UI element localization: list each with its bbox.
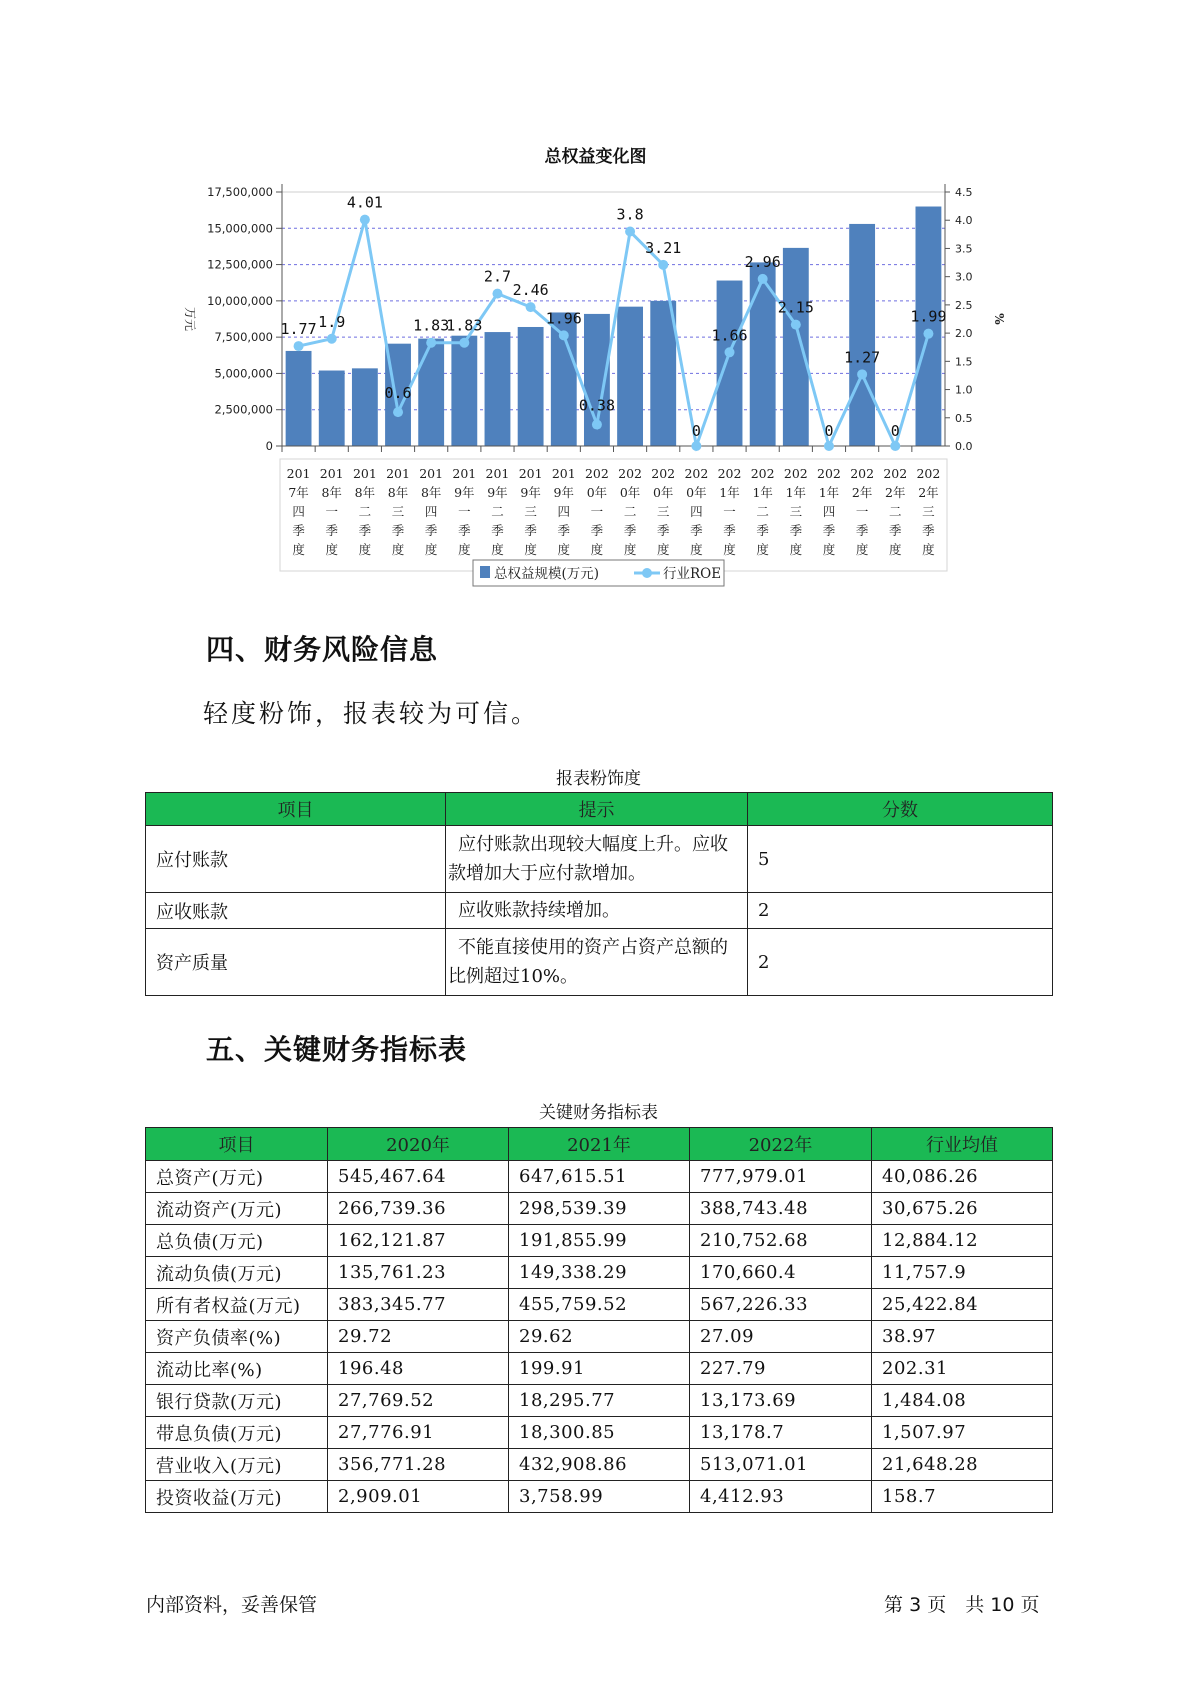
x-tick-label: 季: [756, 523, 769, 538]
risk-item: 资产质量: [146, 929, 446, 996]
roe-data-label: 1.27: [844, 348, 881, 367]
roe-point: [923, 329, 933, 339]
roe-data-label: 0: [890, 422, 900, 440]
roe-data-label: 2.15: [777, 298, 814, 317]
kpi-item: 银行贷款(万元): [146, 1385, 328, 1417]
roe-point: [492, 289, 502, 299]
kpi-item: 流动负债(万元): [146, 1257, 328, 1289]
y2-tick-label: 2.5: [955, 298, 973, 312]
x-tick-label: 季: [391, 523, 405, 538]
x-tick-label: 度: [922, 542, 935, 557]
kpi-value: 170,660.4: [690, 1257, 872, 1289]
x-tick-label: 一: [458, 504, 471, 519]
y2-tick-label: 0.0: [955, 440, 973, 453]
equity-chart: [0, 0, 1191, 600]
roe-point: [824, 441, 834, 451]
kpi-table-caption: 关键财务指标表: [539, 1103, 658, 1123]
kpi-value: 777,979.01: [690, 1161, 872, 1193]
y2-tick-label: 1.0: [955, 383, 973, 397]
risk-item: 应收账款: [146, 893, 446, 929]
x-tick-label: 202: [651, 466, 676, 481]
equity-bar: [485, 332, 511, 446]
equity-bar: [451, 336, 477, 446]
x-tick-label: 度: [491, 542, 504, 557]
header-cell: 提示: [446, 793, 748, 826]
roe-point: [691, 441, 701, 451]
x-tick-label: 202: [817, 466, 841, 481]
header-cell: 项目: [146, 1128, 328, 1161]
roe-point: [294, 341, 304, 351]
x-tick-label: 三: [789, 504, 803, 519]
kpi-item: 总资产(万元): [146, 1161, 328, 1193]
x-tick-label: 2年: [918, 485, 939, 500]
kpi-value: 3,758.99: [509, 1481, 690, 1513]
kpi-item: 流动比率(%): [146, 1353, 328, 1385]
roe-data-label: 1.83: [413, 316, 450, 335]
roe-data-label: 0.6: [384, 384, 412, 403]
equity-bar: [783, 248, 809, 446]
page-num: 3: [909, 1594, 922, 1616]
roe-point: [890, 441, 900, 451]
table-row: [146, 1449, 1053, 1481]
risk-score: 5: [748, 826, 1053, 893]
header-cell: 项目: [146, 793, 446, 826]
x-tick-label: 二: [491, 504, 504, 519]
y2-tick-label: 1.5: [955, 355, 973, 369]
kpi-table-header: [146, 1128, 1053, 1161]
roe-point: [393, 407, 403, 417]
kpi-value: 202.31: [872, 1353, 1053, 1385]
roe-data-label: 2.46: [512, 281, 549, 300]
roe-data-label: 0: [824, 422, 834, 440]
roe-point: [857, 369, 867, 379]
x-tick-label: 202: [717, 466, 742, 481]
header-cell: 2021年: [509, 1128, 690, 1161]
kpi-value: 29.62: [509, 1321, 690, 1353]
x-tick-label: 201: [386, 466, 410, 481]
x-tick-label: 202: [750, 466, 775, 481]
chart-title: 总权益变化图: [544, 147, 647, 167]
page-label-pre: 第: [884, 1594, 904, 1616]
legend-line-label: 行业ROE: [663, 566, 722, 582]
x-tick-label: 度: [325, 542, 338, 557]
x-tick-label: 202: [916, 466, 941, 481]
x-tick-label: 季: [358, 523, 372, 538]
roe-point: [360, 215, 370, 225]
x-tick-label: 季: [590, 523, 604, 538]
roe-point: [725, 347, 735, 357]
kpi-value: 4,412.93: [690, 1481, 872, 1513]
risk-item: 应付账款: [146, 826, 446, 893]
roe-data-label: 4.01: [346, 193, 383, 212]
roe-data-label: 3.21: [645, 238, 682, 257]
x-tick-label: 度: [424, 542, 438, 557]
x-tick-label: 二: [889, 504, 902, 519]
x-tick-label: 7年: [288, 485, 309, 500]
kpi-value: 40,086.26: [872, 1161, 1053, 1193]
equity-bar: [849, 224, 875, 446]
kpi-value: 455,759.52: [509, 1289, 690, 1321]
x-tick-label: 8年: [354, 485, 376, 500]
kpi-table: [145, 1127, 1053, 1513]
kpi-value: 545,467.64: [328, 1161, 509, 1193]
kpi-value: 158.7: [872, 1481, 1053, 1513]
risk-hint: 应付账款出现较大幅度上升。应收款增加大于应付款增加。: [446, 826, 748, 893]
x-tick-label: 202: [883, 466, 908, 481]
y-axis-label: 万元: [183, 306, 197, 332]
x-tick-label: 四: [822, 504, 836, 519]
kpi-value: 18,295.77: [509, 1385, 690, 1417]
x-tick-label: 度: [623, 542, 637, 557]
section4-heading: 四、财务风险信息: [206, 633, 439, 666]
kpi-value: 38.97: [872, 1321, 1053, 1353]
y2-tick-label: 2.0: [955, 327, 973, 341]
kpi-value: 1,484.08: [872, 1385, 1053, 1417]
x-tick-label: 9年: [454, 485, 475, 500]
equity-bar: [319, 371, 345, 446]
x-tick-label: 度: [723, 542, 736, 557]
table-row: [146, 893, 1053, 929]
table-row: [146, 1161, 1053, 1193]
kpi-value: 647,615.51: [509, 1161, 690, 1193]
x-tick-label: 三: [391, 504, 405, 519]
kpi-value: 29.72: [328, 1321, 509, 1353]
x-tick-label: 202: [684, 466, 709, 481]
x-tick-label: 9年: [487, 485, 508, 500]
x-tick-label: 201: [352, 466, 377, 481]
roe-data-label: 0.38: [578, 396, 615, 415]
kpi-value: 432,908.86: [509, 1449, 690, 1481]
x-tick-label: 度: [756, 542, 769, 557]
kpi-value: 21,648.28: [872, 1449, 1053, 1481]
y2-tick-label: 4.5: [955, 186, 973, 199]
x-tick-label: 9年: [553, 485, 575, 500]
table-row: [146, 1193, 1053, 1225]
footer-note: 内部资料，妥善保管: [146, 1594, 318, 1616]
kpi-item: 资产负债率(%): [146, 1321, 328, 1353]
y-tick-label: 7,500,000: [214, 330, 273, 345]
kpi-item: 所有者权益(万元): [146, 1289, 328, 1321]
x-tick-label: 201: [518, 466, 543, 481]
kpi-value: 162,121.87: [328, 1225, 509, 1257]
x-tick-label: 2年: [885, 485, 906, 500]
table-row: [146, 1385, 1053, 1417]
kpi-item: 流动资产(万元): [146, 1193, 328, 1225]
x-tick-label: 度: [656, 542, 670, 557]
table-row: [146, 1481, 1053, 1513]
y-tick-label: 10,000,000: [207, 293, 273, 308]
page-total: 10: [990, 1594, 1015, 1616]
roe-data-label: 2.96: [744, 252, 781, 271]
roe-point: [625, 227, 635, 237]
roe-data-label: 1.83: [446, 316, 483, 335]
legend-bar-label: 总权益规模(万元): [494, 566, 600, 582]
x-tick-label: 201: [485, 466, 510, 481]
x-tick-label: 201: [452, 466, 477, 481]
x-tick-label: 季: [458, 523, 471, 538]
roe-data-label: 1.96: [545, 309, 582, 328]
kpi-value: 513,071.01: [690, 1449, 872, 1481]
kpi-value: 298,539.39: [509, 1193, 690, 1225]
x-tick-label: 202: [618, 466, 643, 481]
kpi-value: 13,178.7: [690, 1417, 872, 1449]
kpi-value: 191,855.99: [509, 1225, 690, 1257]
x-tick-label: 201: [551, 466, 576, 481]
legend-bar-swatch: [480, 566, 490, 578]
x-tick-label: 1年: [785, 485, 807, 500]
y2-tick-label: 0.5: [955, 411, 973, 425]
kpi-value: 13,173.69: [690, 1385, 872, 1417]
x-tick-label: 201: [319, 466, 344, 481]
x-tick-label: 2年: [851, 485, 873, 500]
x-tick-label: 季: [789, 523, 803, 538]
roe-point: [791, 320, 801, 330]
x-tick-label: 季: [690, 523, 703, 538]
kpi-item: 营业收入(万元): [146, 1449, 328, 1481]
x-tick-label: 202: [783, 466, 808, 481]
x-tick-label: 度: [690, 542, 703, 557]
x-tick-label: 一: [590, 504, 604, 519]
x-tick-label: 8年: [321, 485, 342, 500]
legend-line-marker: [642, 568, 652, 578]
x-tick-label: 度: [855, 542, 869, 557]
kpi-value: 356,771.28: [328, 1449, 509, 1481]
kpi-value: 27,769.52: [328, 1385, 509, 1417]
x-tick-label: 201: [419, 466, 444, 481]
x-tick-label: 202: [850, 466, 875, 481]
y2-axis-label: %: [992, 313, 1006, 325]
x-tick-label: 二: [756, 504, 769, 519]
x-tick-label: 季: [889, 523, 902, 538]
table-row: [146, 1225, 1053, 1257]
x-tick-label: 1年: [752, 485, 773, 500]
kpi-value: 1,507.97: [872, 1417, 1053, 1449]
y-tick-label: 0: [265, 439, 273, 453]
roe-data-label: 1.9: [318, 312, 346, 331]
kpi-value: 12,884.12: [872, 1225, 1053, 1257]
x-tick-label: 季: [557, 523, 571, 538]
x-label-box: [280, 459, 947, 571]
roe-point: [526, 302, 536, 312]
roe-point: [658, 260, 668, 270]
kpi-value: 383,345.77: [328, 1289, 509, 1321]
equity-bar: [650, 301, 676, 446]
x-tick-label: 二: [358, 504, 372, 519]
kpi-value: 2,909.01: [328, 1481, 509, 1513]
roe-data-label: 3.8: [616, 205, 644, 224]
kpi-value: 27,776.91: [328, 1417, 509, 1449]
roe-point: [327, 334, 337, 344]
x-tick-label: 四: [292, 504, 305, 519]
page-number: [884, 1590, 1040, 1617]
section5-heading: 五、关键财务指标表: [206, 1033, 468, 1066]
header-cell: 行业均值: [872, 1128, 1053, 1161]
kpi-value: 266,739.36: [328, 1193, 509, 1225]
x-tick-label: 度: [292, 542, 305, 557]
x-tick-label: 度: [391, 542, 405, 557]
page-label-mid: 页 共: [927, 1594, 985, 1616]
roe-data-label: 0: [691, 422, 701, 440]
x-tick-label: 0年: [619, 485, 641, 500]
x-tick-label: 季: [723, 523, 736, 538]
x-tick-label: 1年: [719, 485, 740, 500]
x-tick-label: 度: [889, 542, 902, 557]
x-tick-label: 季: [623, 523, 637, 538]
kpi-value: 149,338.29: [509, 1257, 690, 1289]
roe-point: [559, 330, 569, 340]
y-tick-label: 2,500,000: [214, 402, 273, 417]
table-row: [146, 1257, 1053, 1289]
kpi-value: 196.48: [328, 1353, 509, 1385]
section4-text: 轻度粉饰，报表较为可信。: [203, 699, 540, 728]
page-label-post: 页: [1020, 1594, 1040, 1616]
table-row: [146, 1289, 1053, 1321]
y-tick-label: 15,000,000: [207, 221, 273, 236]
kpi-item: 投资收益(万元): [146, 1481, 328, 1513]
equity-bar: [418, 339, 444, 446]
x-tick-label: 0年: [686, 485, 707, 500]
header-cell: 2020年: [328, 1128, 509, 1161]
y-tick-label: 17,500,000: [207, 185, 273, 199]
kpi-value: 25,422.84: [872, 1289, 1053, 1321]
header-cell: 分数: [748, 793, 1053, 826]
header-cell: 2022年: [690, 1128, 872, 1161]
kpi-value: 210,752.68: [690, 1225, 872, 1257]
x-tick-label: 季: [491, 523, 504, 538]
equity-bar: [717, 281, 743, 446]
kpi-item: 带息负债(万元): [146, 1417, 328, 1449]
x-tick-label: 8年: [387, 485, 409, 500]
risk-score: 2: [748, 893, 1053, 929]
risk-table-header: [146, 793, 1053, 826]
kpi-value: 11,757.9: [872, 1257, 1053, 1289]
x-tick-label: 度: [557, 542, 571, 557]
x-tick-label: 季: [922, 523, 935, 538]
table-row: [146, 929, 1053, 996]
kpi-value: 30,675.26: [872, 1193, 1053, 1225]
x-tick-label: 一: [855, 504, 869, 519]
x-tick-label: 201: [286, 466, 311, 481]
x-tick-label: 二: [623, 504, 637, 519]
x-tick-label: 度: [822, 542, 836, 557]
y2-tick-label: 3.0: [955, 270, 973, 284]
x-tick-label: 四: [557, 504, 571, 519]
risk-score: 2: [748, 929, 1053, 996]
table-row: [146, 826, 1053, 893]
kpi-value: 18,300.85: [509, 1417, 690, 1449]
x-tick-label: 202: [584, 466, 609, 481]
x-tick-label: 季: [292, 523, 305, 538]
equity-bar: [617, 307, 643, 446]
x-tick-label: 0年: [652, 485, 674, 500]
table-row: [146, 1353, 1053, 1385]
x-tick-label: 1年: [818, 485, 840, 500]
x-tick-label: 季: [855, 523, 869, 538]
roe-data-label: 1.66: [711, 326, 748, 345]
risk-table: [145, 792, 1053, 996]
x-tick-label: 四: [690, 504, 703, 519]
risk-hint: 不能直接使用的资产占资产总额的比例超过10%。: [446, 929, 748, 996]
x-tick-label: 度: [358, 542, 372, 557]
risk-hint: 应收账款持续增加。: [446, 893, 748, 929]
roe-data-label: 2.7: [483, 267, 512, 286]
equity-bar: [518, 327, 544, 446]
table-row: [146, 1321, 1053, 1353]
x-tick-label: 9年: [520, 485, 541, 500]
x-tick-label: 度: [524, 542, 537, 557]
kpi-item: 总负债(万元): [146, 1225, 328, 1257]
equity-bar: [915, 207, 941, 446]
roe-data-label: 1.77: [280, 320, 317, 339]
kpi-value: 388,743.48: [690, 1193, 872, 1225]
x-tick-label: 季: [822, 523, 836, 538]
equity-bar: [352, 368, 378, 446]
roe-point: [592, 420, 602, 430]
x-tick-label: 一: [723, 504, 736, 519]
y2-tick-label: 3.5: [955, 242, 973, 256]
roe-point: [459, 338, 469, 348]
x-tick-label: 度: [590, 542, 604, 557]
x-tick-label: 一: [325, 504, 338, 519]
x-tick-label: 三: [524, 504, 537, 519]
x-tick-label: 8年: [420, 485, 442, 500]
x-tick-label: 季: [424, 523, 438, 538]
risk-table-caption: 报表粉饰度: [556, 769, 641, 789]
x-tick-label: 季: [656, 523, 670, 538]
x-tick-label: 四: [424, 504, 438, 519]
roe-point: [426, 338, 436, 348]
kpi-value: 567,226.33: [690, 1289, 872, 1321]
kpi-table-body: [146, 1161, 1053, 1513]
kpi-value: 199.91: [509, 1353, 690, 1385]
y-tick-label: 5,000,000: [214, 366, 273, 381]
y-tick-label: 12,500,000: [207, 257, 273, 272]
x-tick-label: 三: [922, 504, 935, 519]
y2-tick-label: 4.0: [955, 214, 973, 228]
roe-data-label: 1.99: [910, 307, 947, 326]
kpi-value: 227.79: [690, 1353, 872, 1385]
equity-bar: [286, 351, 312, 446]
x-tick-label: 三: [656, 504, 670, 519]
x-tick-label: 季: [325, 523, 338, 538]
x-tick-label: 度: [458, 542, 471, 557]
x-tick-label: 度: [789, 542, 803, 557]
roe-point: [758, 274, 768, 284]
kpi-value: 27.09: [690, 1321, 872, 1353]
table-row: [146, 1417, 1053, 1449]
kpi-value: 135,761.23: [328, 1257, 509, 1289]
x-tick-label: 0年: [586, 485, 608, 500]
x-tick-label: 季: [524, 523, 537, 538]
